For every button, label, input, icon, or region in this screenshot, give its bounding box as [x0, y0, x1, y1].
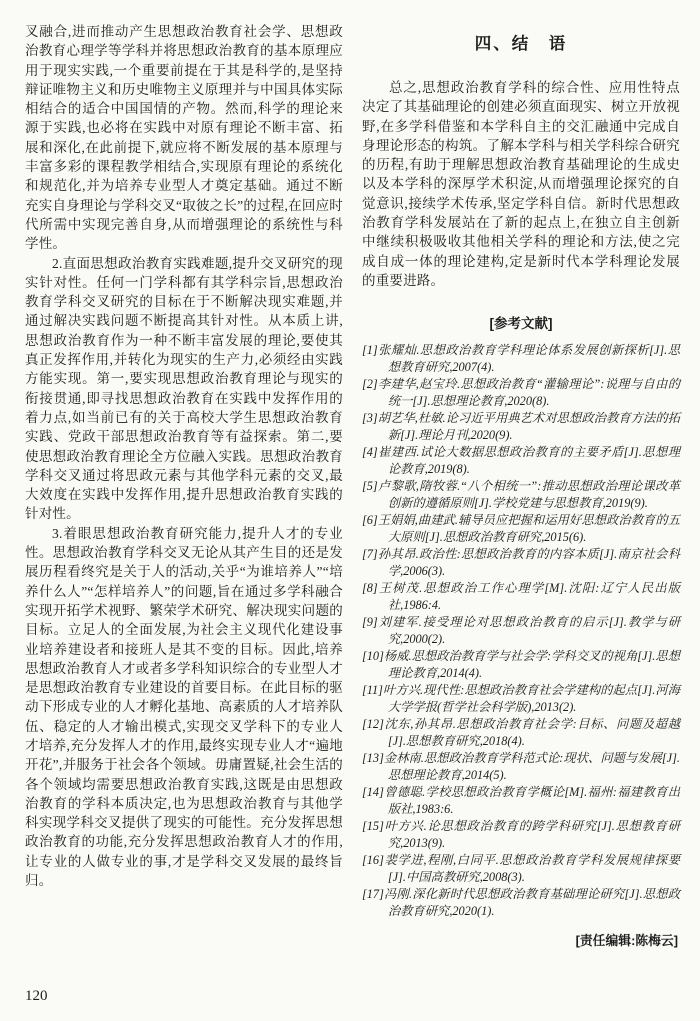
left-column	[25, 22, 343, 890]
section-heading-conclusion: 四、结 语	[474, 35, 568, 53]
reference-item: [16]裴学进,程刚,白同平.思想政治教育学科发展规律探要[J].中国高教研究,2008(3).	[362, 853, 680, 885]
reference-item: [8]王树茂.思想政治工作心理学[M].沈阳:辽宁人民出版社,1986:4.	[362, 581, 680, 613]
reference-item: [7]孙其昂.政治性:思想政治教育的内容本质[J].南京社会科学,2006(3).	[362, 547, 680, 579]
reference-item: [13]金林南.思想政治教育学科范式论:现状、问题与发展[J].思想理论教育,2014(5).	[362, 751, 680, 783]
references-heading: [参考文献]	[489, 316, 553, 332]
reference-item: [11]叶方兴.现代性:思想政治教育社会学建构的起点[J].河海大学学报(哲学社会科学版),2013(2).	[362, 683, 680, 715]
right-column	[362, 22, 680, 949]
reference-item: [1]张耀灿.思想政治教育学科理论体系发展创新探析[J].思想教育研究,2007(4).	[362, 343, 680, 375]
references-list	[362, 342, 680, 920]
paragraph-continuation: 叉融合,进而推动产生思想政治教育社会学、思想政治教育心理学等学科并将思想政治教育的基本原理应用于现实实践,一个重要前提在于其是科学的,是坚持辩证唯物主义和历史唯物主义原理并与中国具体实际相结合的适合中国国情的产物。然而,科学的理论来源于实践,也必将在实践中对原有理论不断丰富、拓展和深化,在此前提下,就应将不断发展的基本原理与丰富多彩的课程教学相结合,实现原有理论的系统化和规范化,并为培养专业型人才奠定基础。通过不断充实自身理论与学科交叉“取彼之长”的过程,在回应时代所需中实现完善自身,从而增强理论的系统性与科学性。	[25, 24, 343, 252]
reference-item: [3]胡艺华,杜敏.论习近平用典艺术对思想政治教育方法的拓新[J].理论月刊,2020(9).	[362, 411, 680, 443]
reference-item: [17]冯刚.深化新时代思想政治教育基础理论研究[J].思想政治教育研究,2020(1).	[362, 887, 680, 919]
paragraph-point-3: 3.着眼思想政治教育研究能力,提升人才的专业性。思想政治教育学科交叉无论从其产生目的还是发展历程看终究是关于人的活动,关乎“为谁培养人”“培养什么人”“怎样培养人”的问题,旨在通过多学科融合实现开拓学术视野、繁荣学术研究、解决现实问题的目标。立足人的全面发展,为社会主义现代化建设事业培养建设者和接班人是其不变的目标。因此,培养思想政治教育人才或者多学科知识综合的专业型人才是思想政治教育专业建设的首要目标。在此目标的驱动下形成专业的人才孵化基地、高素质的人才培养队伍、稳定的人才输出模式,实现交叉学科下的专业人才培养,充分发挥人才的作用,最终实现专业人才“遍地开花”,并服务于社会各个领域。毋庸置疑,社会生活的各个领域均需要思想政治教育实践,这既是由思想政治教育的学科本质决定,也为思想政治教育与其他学科实现学科交叉提供了现实的可能性。充分发挥思想政治教育的功能,充分发挥思想政治教育人才的作用,让专业的人做专业的事,才是学科交叉发展的最终旨归。	[25, 525, 343, 889]
reference-item: [5]卢黎歌,隋牧蓉.“八个相统一”:推动思想政治理论课改革创新的遵循原则[J].学校党建与思想教育,2019(9).	[362, 479, 680, 511]
reference-item: [9]刘建军.接受理论对思想政治教育的启示[J].教学与研究,2000(2).	[362, 615, 680, 647]
reference-item: [14]曾德聪.学校思想政治教育学概论[M].福州:福建教育出版社,1983:6.	[362, 785, 680, 817]
reference-item: [4]崔建西.试论大数据思想政治教育的主要矛盾[J].思想理论教育,2019(8).	[362, 445, 680, 477]
editor-note: [责任编辑:陈梅云]	[575, 933, 678, 949]
reference-item: [10]杨威.思想政治教育学与社会学:学科交叉的视角[J].思想理论教育,2014(4).	[362, 649, 680, 681]
paragraph-point-2: 2.直面思想政治教育实践难题,提升交叉研究的现实针对性。任何一门学科都有其学科宗旨,思想政治教育学科交叉研究的目标在于不断解决现实难题,并通过解决实践问题不断提高其针对性。从本质上讲,思想政治教育作为一种不断丰富发展的理论,要使其真正发挥作用,并转化为现实的生产力,必须经由实践方能实现。第一,要实现思想政治教育理论与现实的衔接贯通,即寻找思想政治教育在实践中发挥作用的着力点,如当前已有的关于高校大学生思想政治教育实践、党政干部思想政治教育等有益探索。第二,要使思想政治教育理论全方位融入实践。思想政治教育学科交叉通过将思政元素与其他学科元素的交叉,最大效度在实践中发挥作用,提升思想政治教育实践的针对性。	[25, 255, 343, 522]
conclusion-paragraph: 总之,思想政治教育学科的综合性、应用性特点决定了其基础理论的创建必须直面现实、树立开放视野,在多学科借鉴和本学科自主的交汇融通中完成自身理论形态的构筑。了解本学科与相关学科综合研究的历程,有助于理解思想政治教育基础理论的生成史以及本学科的深厚学术积淀,从而增强理论探究的自觉意识,接续学术传承,坚定学科自信。新时代思想政治教育学科发展站在了新的起点上,在独立自主创新中继续积极吸收其他相关学科的理论和方法,使之完成自成一体的理论建构,定是新时代本学科理论发展的重要进路。	[362, 80, 680, 288]
page-number: 120	[25, 988, 48, 1004]
reference-item: [2]李建华,赵宝玲.思想政治教育“灌输理论”:说理与自由的统一[J].思想理论教育,2020(8).	[362, 377, 680, 409]
reference-item: [6]王娟娟,曲建武.辅导员应把握和运用好思想政治教育的五大原则[J].思想政治教育研究,2015(6).	[362, 513, 680, 545]
reference-item: [12]沈东,孙其昂.思想政治教育社会学:目标、问题及超越[J].思想教育研究,2018(4).	[362, 717, 680, 749]
reference-item: [15]叶方兴.论思想政治教育的跨学科研究[J].思想教育研究,2013(9).	[362, 819, 680, 851]
